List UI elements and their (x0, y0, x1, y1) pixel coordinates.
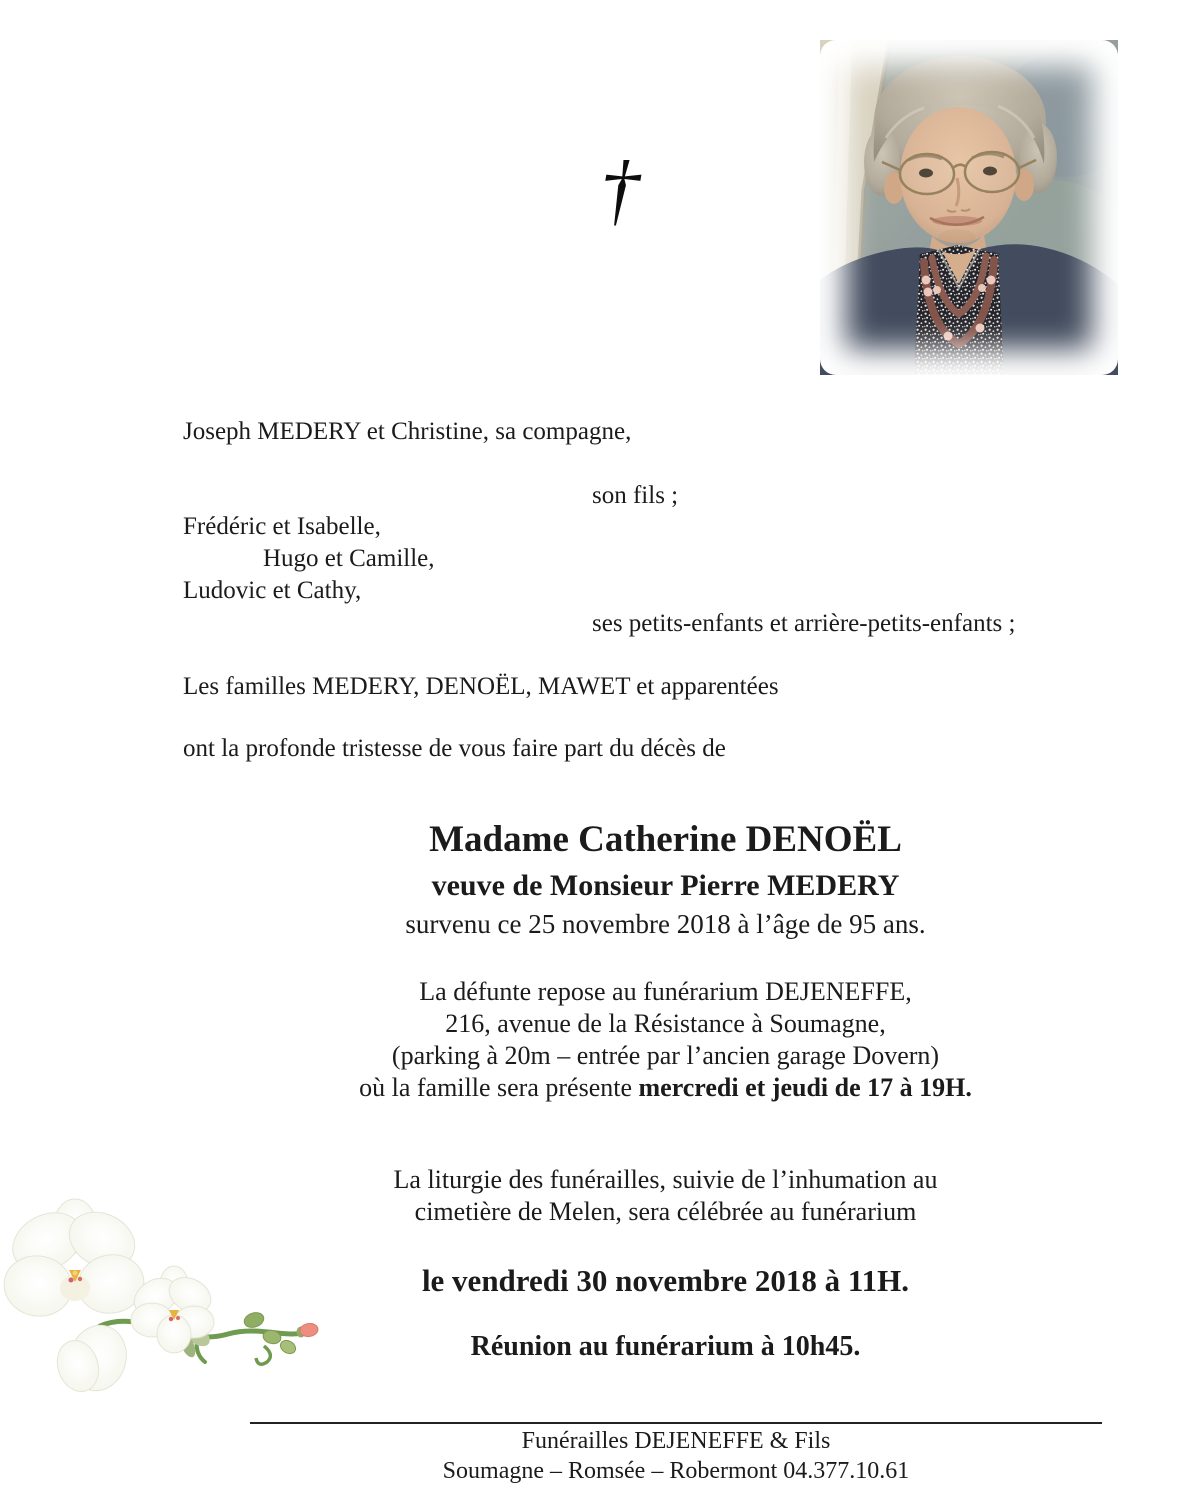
family-line-son: son fils ; (592, 482, 679, 509)
orchid-flower-lower-petals (51, 1319, 133, 1397)
announcement-text (183, 0, 1148, 1509)
ceremony-date: le vendredi 30 novembre 2018 à 11H. (421, 1263, 910, 1298)
orchid-flower-large (2, 1199, 149, 1321)
ceremony-meeting: Réunion au funérarium à 10h45. (470, 1331, 861, 1362)
visitation-line-4 (183, 1072, 1148, 1103)
family-line-grandchildren: ses petits-enfants et arrière-petits-enfants ; (592, 610, 1016, 637)
family-line-grandchild-2: Hugo et Camille, (263, 545, 435, 572)
deceased-death-info: survenu ce 25 novembre 2018 à l’âge de 95 ans. (405, 909, 926, 939)
family-line-couple: Joseph MEDERY et Christine, sa compagne, (183, 418, 632, 445)
ceremony-line-2: cimetière de Melen, sera célébrée au funérarium (414, 1197, 917, 1226)
announcement-line: ont la profonde tristesse de vous faire part du décès de (183, 735, 726, 762)
footer-divider (250, 1422, 1102, 1424)
funeral-home-locations: Soumagne – Romsée – Robermont 04.377.10.61 (442, 1458, 910, 1484)
visitation-line-1: La défunte repose au funérarium DEJENEFFE, (419, 977, 912, 1006)
family-line-families: Les familles MEDERY, DENOËL, MAWET et apparentées (183, 673, 779, 700)
deceased-name: Madame Catherine DENOËL (429, 819, 902, 860)
family-line-grandchild-3: Ludovic et Cathy, (183, 577, 362, 604)
ceremony-line-1: La liturgie des funérailles, suivie de l’inhumation au (393, 1165, 938, 1194)
cross-dagger-icon: † (600, 146, 640, 234)
visitation-line-4-hours: mercredi et jeudi de 17 à 19H. (638, 1073, 972, 1102)
family-line-grandchild-1: Frédéric et Isabelle, (183, 513, 381, 540)
funeral-home-name: Funérailles DEJENEFFE & Fils (521, 1428, 831, 1454)
visitation-line-3: (parking à 20m – entrée par l’ancien garage Dovern) (391, 1041, 940, 1070)
visitation-line-2: 216, avenue de la Résistance à Soumagne, (445, 1009, 886, 1038)
visitation-line-4-prefix: où la famille sera présente (359, 1073, 639, 1102)
deceased-relation: veuve de Monsieur Pierre MEDERY (431, 869, 900, 902)
